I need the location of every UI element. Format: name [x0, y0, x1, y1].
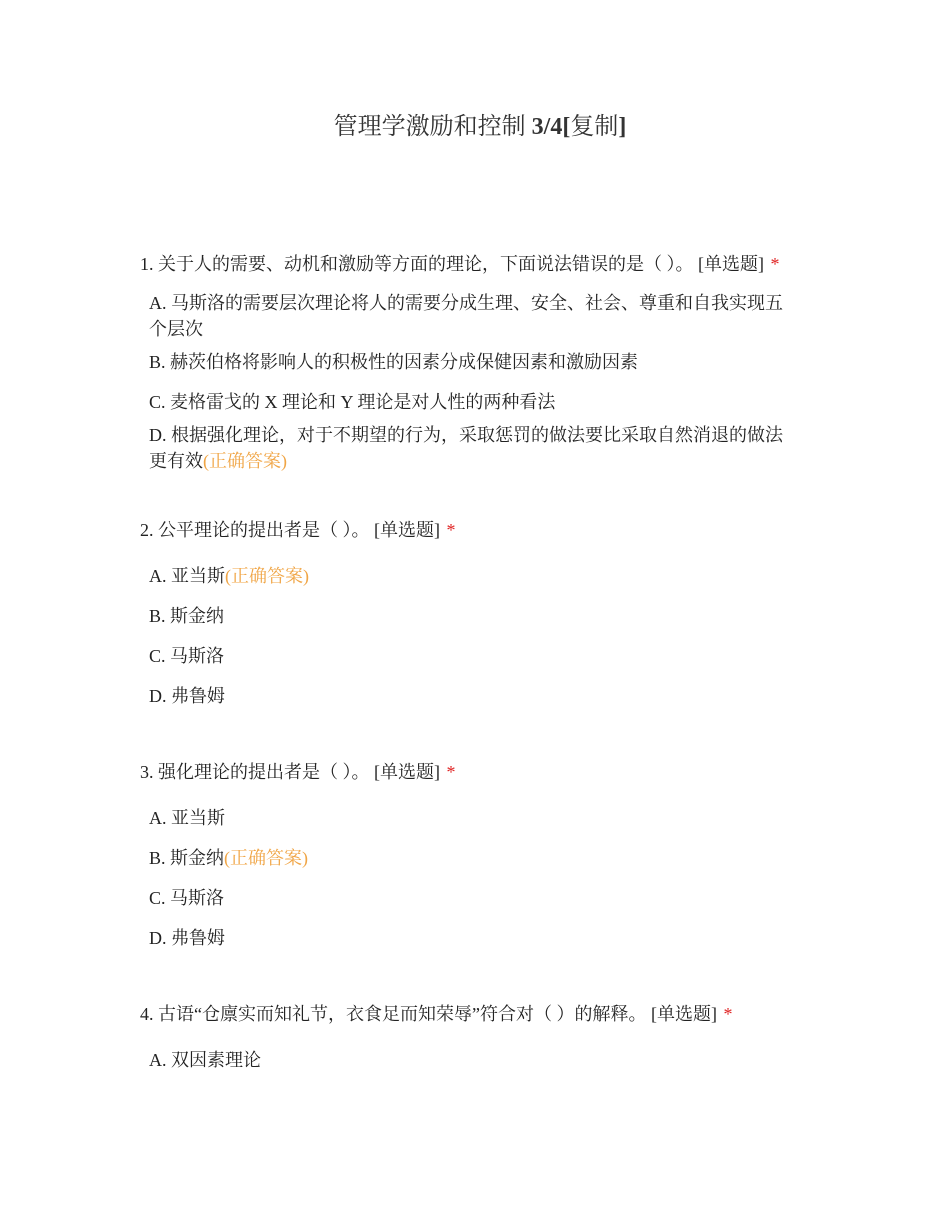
option-d	[149, 683, 799, 709]
option-text: A. 亚当斯	[149, 808, 225, 828]
question-type: [单选题]	[650, 1004, 717, 1024]
option-c	[149, 389, 799, 415]
required-mark: *	[446, 762, 456, 782]
option-b	[149, 845, 799, 871]
option-text: D. 弗鲁姆	[149, 928, 225, 948]
option-text: D. 弗鲁姆	[149, 686, 225, 706]
option-text: C. 马斯洛	[149, 888, 225, 908]
title-tag: 复制	[570, 114, 619, 140]
page-title	[0, 112, 950, 142]
question-2	[140, 518, 820, 706]
correct-answer-label: (正确答案)	[203, 451, 287, 471]
option-a	[149, 290, 799, 342]
option-text: B. 斯金纳	[149, 848, 225, 868]
question-text: 1. 关于人的需要、动机和激励等方面的理论，下面说法错误的是（ ）。	[140, 254, 694, 274]
option-text: A. 马斯洛的需要层次理论将人的需要分成生理、安全、社会、尊重和自我实现五个层次	[149, 293, 783, 339]
option-text: D. 根据强化理论，对于不期望的行为，采取惩罚的做法要比采取自然消退的做法更有效	[149, 425, 783, 471]
option-b	[149, 603, 799, 629]
title-main: 管理学激励和控制	[333, 114, 526, 140]
option-c	[149, 885, 799, 911]
question-type: [单选题]	[374, 520, 440, 540]
question-1	[140, 252, 820, 471]
option-text: A. 双因素理论	[149, 1050, 261, 1070]
option-a	[149, 805, 799, 831]
option-text: A. 亚当斯	[149, 566, 225, 586]
option-b	[149, 349, 799, 375]
question-text: 4. 古语“仓廪实而知礼节，衣食足而知荣辱”符合对（ ）的解释。	[140, 1004, 647, 1024]
required-mark: *	[723, 1004, 733, 1024]
question-3	[140, 760, 820, 948]
option-a	[149, 563, 799, 589]
question-stem	[140, 252, 820, 276]
question-text: 3. 强化理论的提出者是（ ）。	[140, 762, 370, 782]
question-stem	[140, 1002, 820, 1026]
title-number: 3/4[	[531, 114, 571, 140]
question-4	[140, 1002, 820, 1070]
option-text: C. 马斯洛	[149, 646, 225, 666]
option-text: B. 赫茨伯格将影响人的积极性的因素分成保健因素和激励因素	[149, 352, 639, 372]
option-c	[149, 643, 799, 669]
required-mark: *	[770, 254, 780, 274]
correct-answer-label: (正确答案)	[224, 848, 309, 868]
question-type: [单选题]	[698, 254, 764, 274]
option-text: C. 麦格雷戈的 X 理论和 Y 理论是对人性的两种看法	[149, 392, 556, 412]
option-a	[149, 1047, 799, 1073]
question-text: 2. 公平理论的提出者是（ ）。	[140, 520, 370, 540]
question-type: [单选题]	[374, 762, 440, 782]
option-d	[149, 422, 799, 474]
required-mark: *	[446, 520, 456, 540]
option-text: B. 斯金纳	[149, 606, 225, 626]
title-close: ]	[618, 114, 627, 140]
option-d	[149, 925, 799, 951]
question-stem	[140, 518, 820, 542]
question-stem	[140, 760, 820, 784]
correct-answer-label: (正确答案)	[225, 566, 309, 586]
